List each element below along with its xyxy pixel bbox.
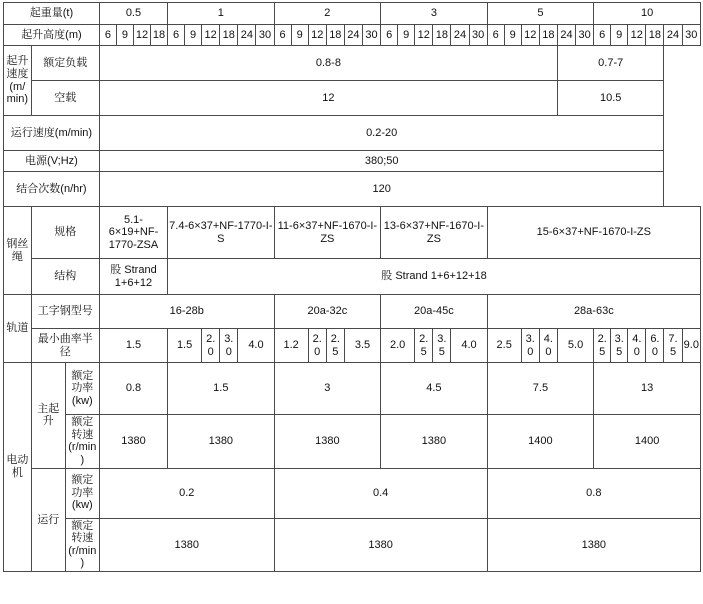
row-label-rated-speed: 额定转速(r/min) (65, 518, 99, 572)
track-radius-cell: 3.0 (521, 329, 539, 363)
spec-sheet (0, 2, 703, 604)
lift-height-cell: 18 (539, 25, 557, 46)
main-power-cell: 7.5 (487, 363, 594, 415)
lift-height-cell: 9 (185, 25, 202, 46)
main-power-cell: 3 (274, 363, 381, 415)
track-radius-cell: 2.5 (326, 329, 344, 363)
row-label-travel-speed: 运行速度(m/min) (4, 116, 100, 151)
row-label-motor: 电动机 (4, 363, 32, 572)
lift-height-cell: 6 (487, 25, 504, 46)
duty-value: 120 (99, 172, 664, 207)
table-row-main-power (4, 363, 701, 415)
table-row-main-speed (4, 415, 701, 469)
lift-speed-rated-value: 0.8-8 (99, 46, 557, 81)
main-power-cell: 1.5 (168, 363, 275, 415)
row-label-travel: 运行 (31, 468, 65, 572)
table-row-power-supply (4, 151, 701, 172)
track-radius-cell: 4.0 (539, 329, 557, 363)
track-radius-cell: 1.5 (168, 329, 202, 363)
track-beam-cell: 20a-32c (274, 295, 381, 329)
track-radius-cell: 2.5 (415, 329, 433, 363)
travel-power-cell: 0.4 (274, 468, 487, 518)
main-power-cell: 4.5 (381, 363, 488, 415)
lift-height-cell: 9 (291, 25, 308, 46)
main-speed-cell: 1380 (168, 415, 275, 469)
track-beam-cell: 16-28b (99, 295, 274, 329)
row-label-power-supply: 电源(V;Hz) (4, 151, 100, 172)
row-label-rope-spec: 规格 (31, 207, 99, 259)
track-radius-cell: 2.0 (381, 329, 415, 363)
capacity-cell: 3 (381, 3, 488, 25)
table-row-duty (4, 172, 701, 207)
lift-height-cell: 30 (469, 25, 487, 46)
lift-height-cell: 12 (133, 25, 150, 46)
lift-height-cell: 30 (576, 25, 594, 46)
travel-speed-rpm-cell: 1380 (274, 518, 487, 572)
travel-speed-rpm-cell: 1380 (99, 518, 274, 572)
track-radius-cell: 2.0 (202, 329, 220, 363)
track-radius-cell: 3.5 (344, 329, 380, 363)
table-row-rope-structure (4, 259, 701, 295)
track-beam-cell: 20a-45c (381, 295, 488, 329)
track-radius-cell: 3.5 (611, 329, 628, 363)
row-label-capacity: 起重量(t) (4, 3, 100, 25)
rope-spec-cell: 13-6×37+NF-1670-I-ZS (381, 207, 488, 259)
row-label-lift-height: 起升高度(m) (4, 25, 100, 46)
track-radius-cell: 3.5 (433, 329, 451, 363)
travel-speed-rpm-cell: 1380 (487, 518, 700, 572)
travel-speed-value: 0.2-20 (99, 116, 664, 151)
track-radius-cell: 1.5 (99, 329, 167, 363)
track-radius-cell: 9.0 (682, 329, 700, 363)
lift-height-cell: 24 (557, 25, 575, 46)
row-label-rated-power: 额定功率(kw) (65, 468, 99, 518)
lift-height-cell: 24 (451, 25, 469, 46)
lift-height-cell: 18 (150, 25, 167, 46)
table-row-track-beam (4, 295, 701, 329)
row-label-main-lift: 主起升 (31, 363, 65, 469)
lift-height-cell: 6 (381, 25, 398, 46)
lift-height-cell: 9 (116, 25, 133, 46)
track-radius-cell: 4.0 (238, 329, 274, 363)
row-label-lift-speed: 起升速度(m/min) (4, 46, 32, 116)
track-radius-cell: 3.0 (220, 329, 238, 363)
table-row-lift-speed-empty (4, 81, 701, 116)
table-row-lift-height (4, 25, 701, 46)
track-radius-cell: 2.5 (594, 329, 611, 363)
lift-height-cell: 18 (646, 25, 664, 46)
specification-table (3, 2, 701, 572)
lift-height-cell: 9 (504, 25, 521, 46)
capacity-cell: 2 (274, 3, 381, 25)
lift-height-cell: 30 (682, 25, 700, 46)
lift-height-cell: 6 (274, 25, 291, 46)
lift-height-cell: 12 (308, 25, 326, 46)
track-beam-cell: 28a-63c (487, 295, 700, 329)
lift-height-cell: 30 (362, 25, 380, 46)
track-radius-cell: 7.5 (664, 329, 682, 363)
row-label-lift-speed-rated: 额定负载 (31, 46, 99, 81)
main-speed-cell: 1400 (487, 415, 594, 469)
row-label-duty: 结合次数(n/hr) (4, 172, 100, 207)
row-label-track-radius: 最小曲率半径 (31, 329, 99, 363)
lift-height-cell: 9 (398, 25, 415, 46)
main-speed-cell: 1380 (99, 415, 167, 469)
travel-power-cell: 0.8 (487, 468, 700, 518)
rope-spec-cell: 7.4-6×37+NF-1770-I-S (168, 207, 275, 259)
row-label-lift-speed-empty: 空载 (31, 81, 99, 116)
track-radius-cell: 2.5 (487, 329, 521, 363)
rope-spec-cell: 11-6×37+NF-1670-I-ZS (274, 207, 381, 259)
lift-speed-empty-value: 12 (99, 81, 557, 116)
track-radius-cell: 4.0 (628, 329, 646, 363)
row-label-wire-rope: 钢丝绳 (4, 207, 32, 295)
lift-height-cell: 24 (238, 25, 256, 46)
lift-height-cell: 18 (326, 25, 344, 46)
lift-height-cell: 6 (168, 25, 185, 46)
row-label-track: 轨道 (4, 295, 32, 363)
row-label-rated-power: 额定功率(kw) (65, 363, 99, 415)
track-radius-cell: 1.2 (274, 329, 308, 363)
rope-spec-cell: 5.1-6×19+NF-1770-ZSA (99, 207, 167, 259)
lift-height-cell: 12 (628, 25, 646, 46)
rope-structure-cell: 股 Strand 1+6+12 (99, 259, 167, 295)
capacity-cell: 1 (168, 3, 275, 25)
lift-height-cell: 6 (594, 25, 611, 46)
main-power-cell: 13 (594, 363, 701, 415)
capacity-cell: 0.5 (99, 3, 167, 25)
track-radius-cell: 5.0 (557, 329, 593, 363)
power-supply-value: 380;50 (99, 151, 664, 172)
table-row-lift-speed-rated (4, 46, 701, 81)
track-radius-cell: 2.0 (308, 329, 326, 363)
lift-height-cell: 12 (521, 25, 539, 46)
main-speed-cell: 1380 (381, 415, 488, 469)
lift-height-cell: 12 (202, 25, 220, 46)
row-label-rope-structure: 结构 (31, 259, 99, 295)
table-row-rope-spec (4, 207, 701, 259)
travel-power-cell: 0.2 (99, 468, 274, 518)
lift-height-cell: 9 (611, 25, 628, 46)
lift-height-cell: 12 (415, 25, 433, 46)
row-label-rated-speed: 额定转速(r/min) (65, 415, 99, 469)
lift-speed-rated-value: 0.7-7 (557, 46, 664, 81)
rope-spec-cell: 15-6×37+NF-1670-I-ZS (487, 207, 700, 259)
lift-height-cell: 24 (344, 25, 362, 46)
lift-height-cell: 6 (99, 25, 116, 46)
capacity-cell: 5 (487, 3, 594, 25)
table-row-travel-power (4, 468, 701, 518)
table-row-travel-speed-rpm (4, 518, 701, 572)
lift-height-cell: 18 (220, 25, 238, 46)
lift-height-cell: 30 (256, 25, 274, 46)
rope-structure-cell: 股 Strand 1+6+12+18 (168, 259, 701, 295)
table-row-track-radius (4, 329, 701, 363)
lift-height-cell: 18 (433, 25, 451, 46)
main-speed-cell: 1400 (594, 415, 701, 469)
track-radius-cell: 6.0 (646, 329, 664, 363)
row-label-track-beam: 工字钢型号 (31, 295, 99, 329)
table-row-capacity (4, 3, 701, 25)
capacity-cell: 10 (594, 3, 701, 25)
table-row-travel-speed (4, 116, 701, 151)
lift-speed-empty-value: 10.5 (557, 81, 664, 116)
main-speed-cell: 1380 (274, 415, 381, 469)
main-power-cell: 0.8 (99, 363, 167, 415)
track-radius-cell: 4.0 (451, 329, 487, 363)
lift-height-cell: 24 (664, 25, 682, 46)
